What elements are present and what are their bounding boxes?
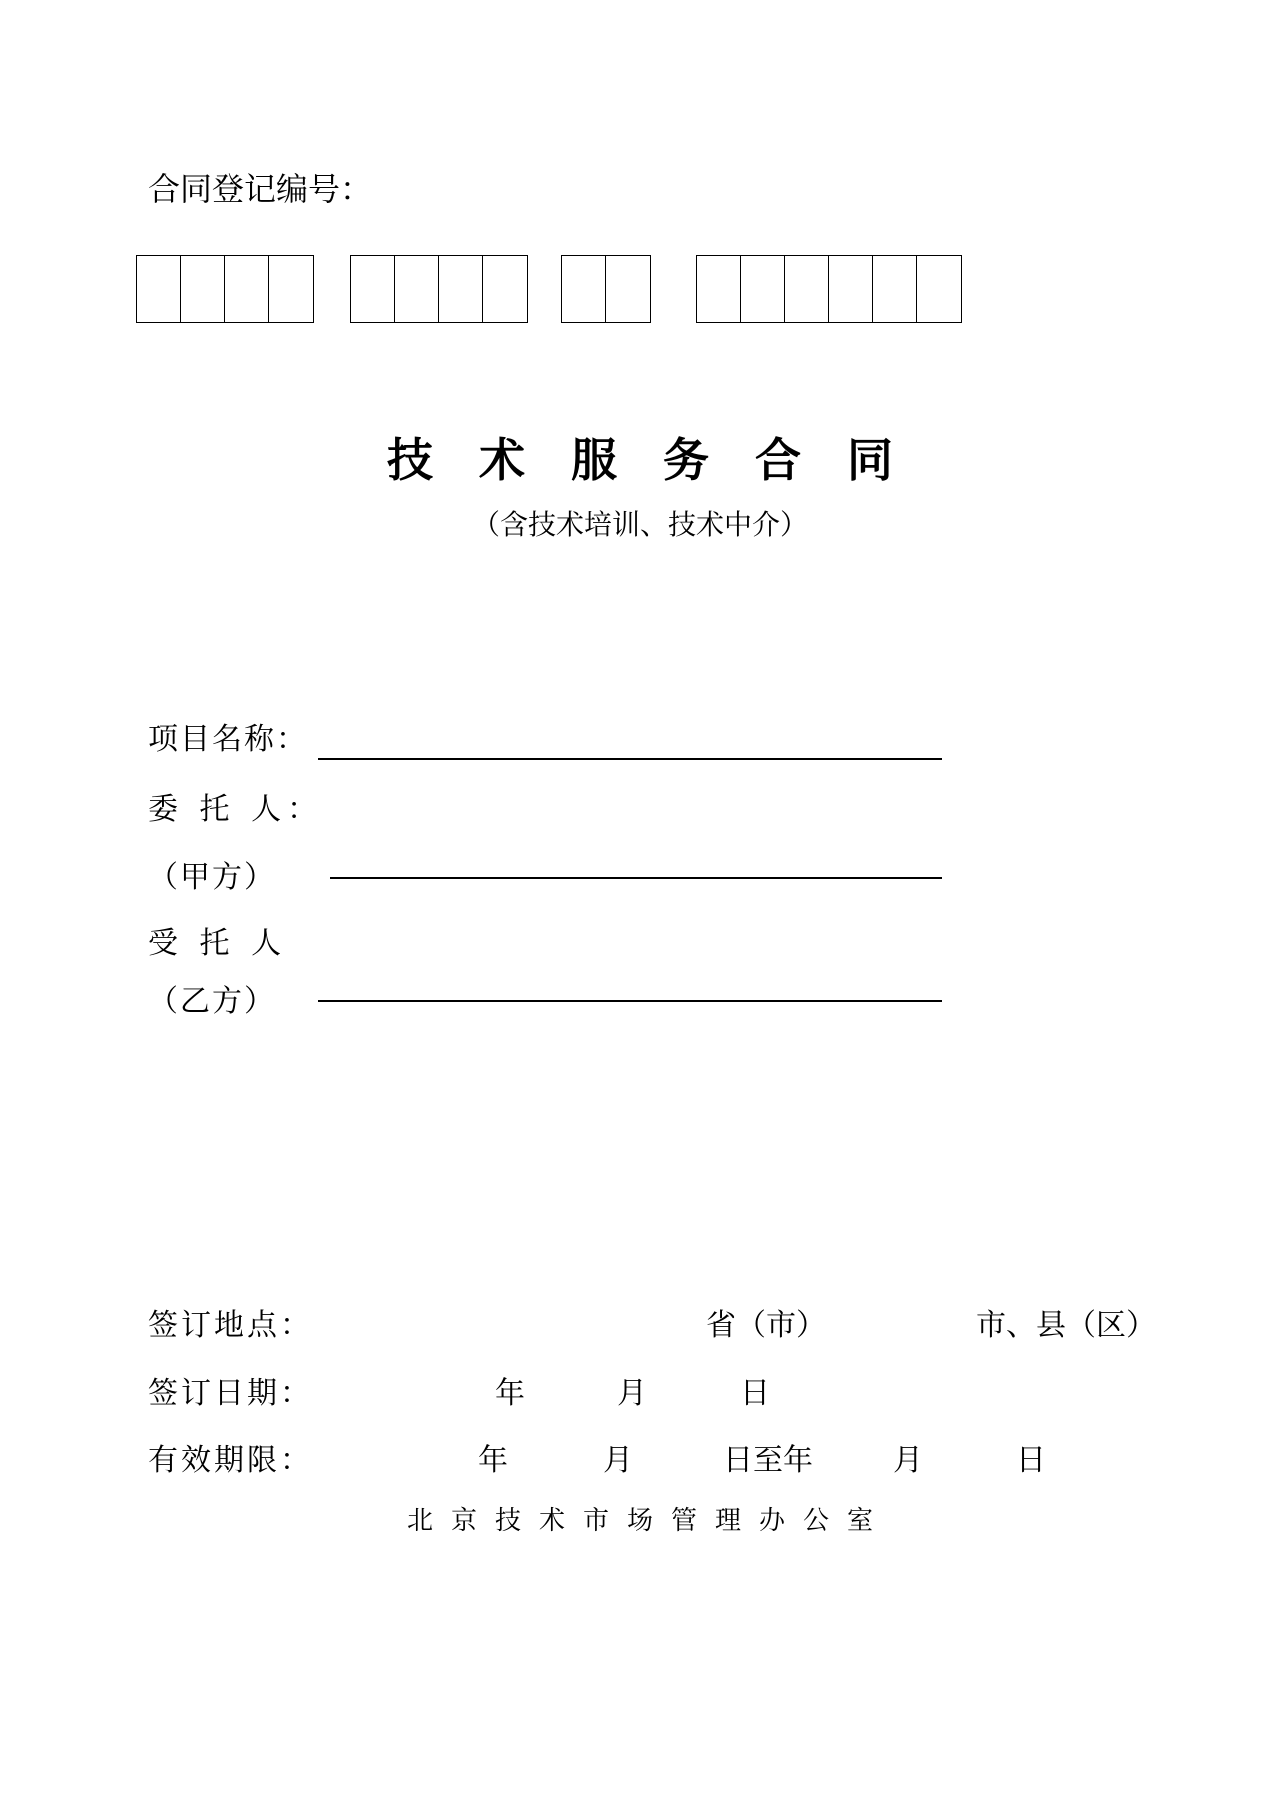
party-a-label: （甲方）: [148, 860, 276, 895]
registration-box[interactable]: [606, 256, 650, 322]
registration-box[interactable]: [137, 256, 181, 322]
validity-end-day: 日: [1016, 1443, 1046, 1478]
validity-end-month: 月: [893, 1443, 923, 1478]
signing-place-label: 签订地点：: [148, 1308, 313, 1343]
province-text: 省（市）: [706, 1308, 826, 1343]
party-b-line[interactable]: [318, 1000, 942, 1002]
registration-box-group-3[interactable]: [561, 255, 651, 323]
issuing-office: 北京技术市场管理办公室: [406, 1506, 891, 1536]
party-a-line[interactable]: [330, 877, 942, 879]
validity-start-month: 月: [603, 1443, 633, 1478]
registration-box[interactable]: [483, 256, 527, 322]
trustee-label: 受 托 人: [148, 926, 288, 961]
contract-title: 技术服务合同: [387, 433, 939, 487]
project-name-line[interactable]: [318, 758, 942, 760]
registration-box[interactable]: [741, 256, 785, 322]
registration-box[interactable]: [917, 256, 961, 322]
signing-year: 年: [495, 1376, 525, 1411]
registration-box[interactable]: [269, 256, 313, 322]
registration-box[interactable]: [225, 256, 269, 322]
registration-number-label: 合同登记编号：: [148, 170, 373, 208]
city-county-text: 市、县（区）: [976, 1308, 1156, 1343]
contract-subtitle: （含技术培训、技术中介）: [471, 508, 808, 541]
validity-start-day-to-year: 日至年: [723, 1443, 813, 1478]
registration-box-group-1[interactable]: [136, 255, 314, 323]
validity-start-year: 年: [478, 1443, 508, 1478]
client-label: 委 托 人：: [148, 792, 324, 827]
party-b-label: （乙方）: [148, 984, 276, 1019]
registration-box[interactable]: [351, 256, 395, 322]
registration-box[interactable]: [395, 256, 439, 322]
registration-box[interactable]: [697, 256, 741, 322]
registration-box-group-2[interactable]: [350, 255, 528, 323]
registration-box-group-4[interactable]: [696, 255, 962, 323]
signing-date-label: 签订日期：: [148, 1376, 313, 1411]
registration-box[interactable]: [873, 256, 917, 322]
registration-box[interactable]: [785, 256, 829, 322]
registration-box[interactable]: [181, 256, 225, 322]
registration-box[interactable]: [829, 256, 873, 322]
signing-day: 日: [740, 1376, 770, 1411]
project-name-label: 项目名称：: [148, 722, 308, 757]
registration-box[interactable]: [439, 256, 483, 322]
validity-label: 有效期限：: [148, 1443, 313, 1478]
registration-box[interactable]: [562, 256, 606, 322]
signing-month: 月: [617, 1376, 647, 1411]
